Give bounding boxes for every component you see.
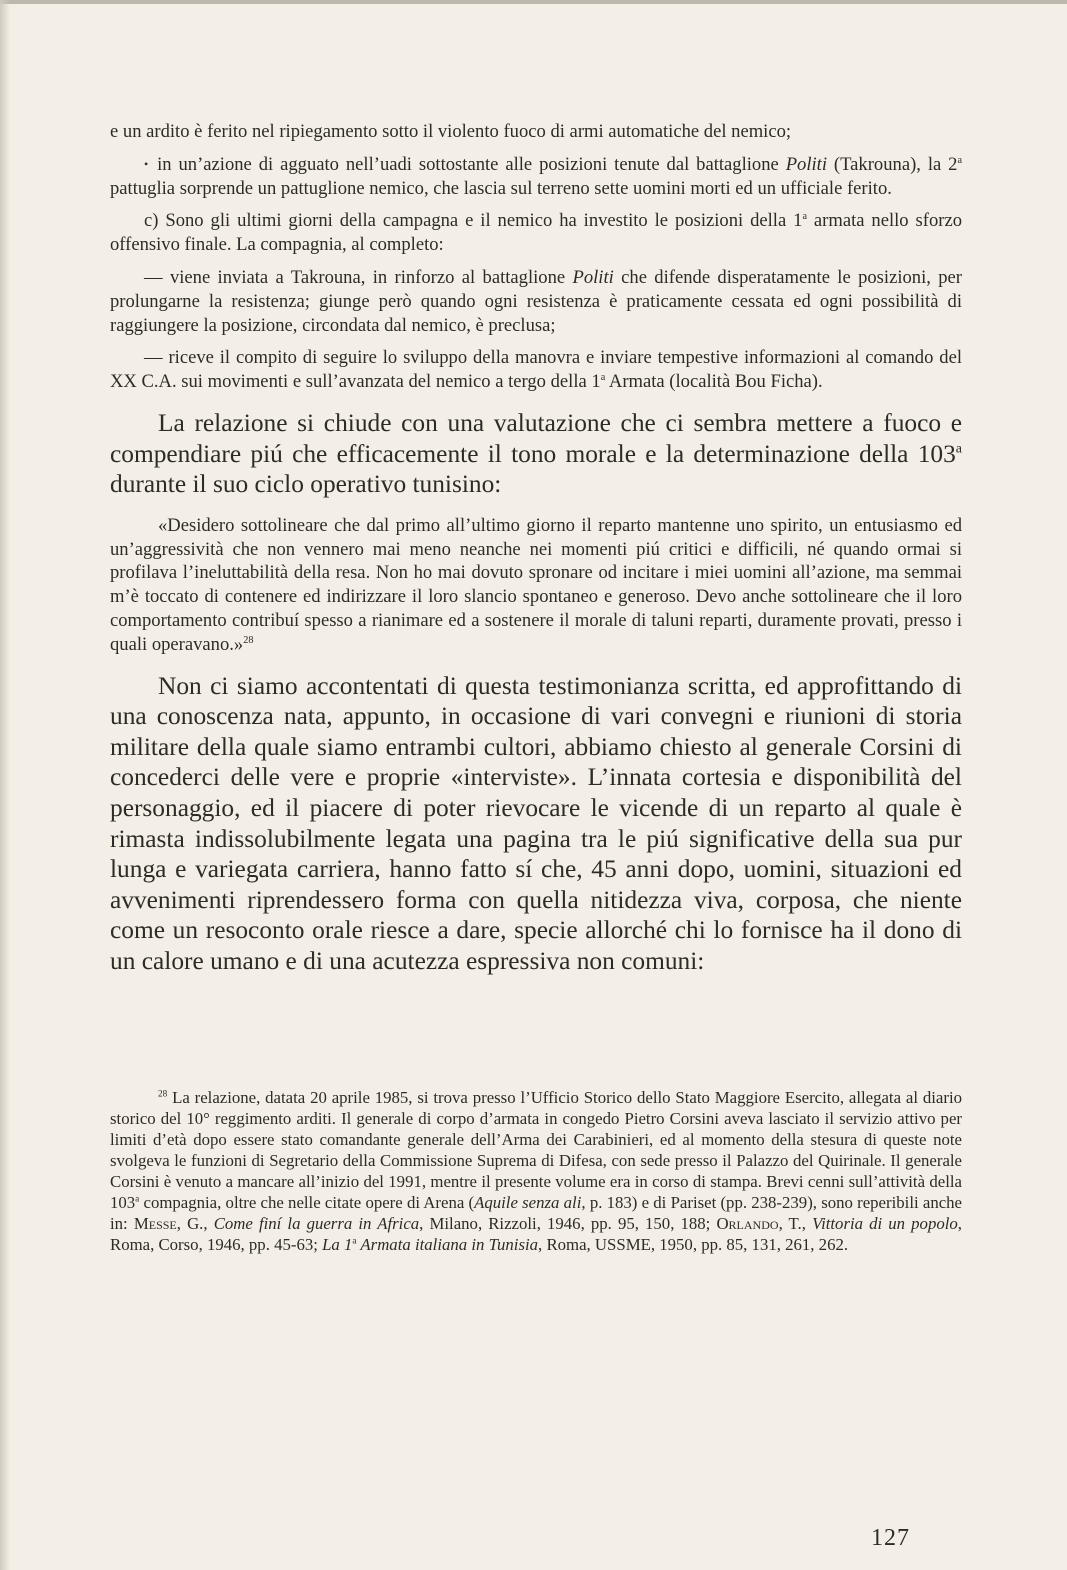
bullet-item: • in un’azione di agguato nell’uadi sottostante alle posizioni tenute dal battaglione Politi (Takrouna), la 2$^a$ pattuglia sorprende un pattuglione nemico, che lascia sul terreno sette uomini morti ed un ufficiale ferito. — [110, 153, 963, 199]
page-number: 127 — [871, 1525, 910, 1551]
book-spine-shadow — [0, 0, 10, 1570]
dash-item-informazioni: — riceve il compito di seguire lo sviluppo della manovra e inviare tempestive informazioni al comando del XX C.A. sui movimenti e sull’avanzata del nemico a tergo della 1$^a$ Armata (località Bou Ficha). — [110, 347, 962, 393]
paragraph-interviste: Non ci siamo accontentati di questa testimonianza scritta, ed approfittando di una conoscenza nata, appunto, in occasione di vari convegni e riunioni di storia militare della quale siamo entrambi cultori, abbiamo chiesto al generale Corsini di concederci delle vere e proprie «interviste». L’innata cortesia e disponibilità del personaggio, ed il piacere di poter rievocare le vicende di un reparto al quale è rimasta indissolubilmente legata una pagina tra le piú significative della sua pur lunga e variegata carriera, hanno fatto sí che, 45 anni dopo, uomini, situazioni ed avvenimenti riprendessero forma con quella nitidezza viva, corposa, che niente come un resoconto orale riesce a dare, specie allorché chi lo fornisce ha il dono di un calore umano e di una acutezza espressiva non comuni: — [110, 671, 962, 975]
footnote-reference: 28 — [243, 634, 254, 646]
footnote-number: 28 — [158, 1088, 168, 1099]
dash-item-takrouna: — viene inviata a Takrouna, in rinforzo al battaglione Politi che difende disperatamente le posizioni, per prolungarne la resistenza; giunge però quando ogni resistenza è praticamente cessata ed ogni possibilità di raggiungere la posizione, circondata dal nemico, è preclusa; — [110, 266, 962, 336]
footnote: $^{28}$ La relazione, datata 20 aprile 1985, si trova presso l’Ufficio Storico dello Stato Maggiore Esercito, allegata al diario storico del 10° reggimento arditi. Il generale di corpo d’armata in congedo Pietro Corsini aveva lasciato il servizio attivo per limiti d’età dopo essere stato comandante generale dell’Arma dei Carabinieri, ed al momento della stesura di queste note svolgeva le funzioni di Segretario della Commissione Suprema di Difesa, con sede presso il Palazzo del Quirinale. Il generale Corsini è venuto a mancare all’inizio del 1991, mentre il presente volume era in corso di stampa. Brevi cenni sull’attività della 103$^a$ compagnia, oltre che nelle citate opere di Arena (Aquile senza ali, p. 183) e di Pariset (pp. 238-239), sono reperibili anche in: Messe, G., Come finí la guerra in Africa, Milano, Rizzoli, 1946, pp. 95, 150, 188; Orlando, T., Vittoria di un popolo, Roma, Corso, 1946, pp. 45-63; La 1$^a$ Armata italiana in Tunisia, Roma, USSME, 1950, pp. 85, 131, 261, 262. — [110, 1088, 962, 1254]
page-body — [110, 120, 962, 1256]
paragraph-relazione: La relazione si chiude con una valutazione che ci sembra mettere a fuoco e compendiare piú che efficacemente il tono morale e la determinazione della 103$^a$ durante il suo ciclo operativo tunisino: — [110, 408, 962, 499]
paragraph-section-c: c) Sono gli ultimi giorni della campagna e il nemico ha investito le posizioni della 1$^a$ armata nello sforzo offensivo finale. La compagnia, al completo: — [110, 210, 962, 256]
block-quote: «Desidero sottolineare che dal primo all’ultimo giorno il reparto mantenne uno spirito, un entusiasmo ed un’aggressività che non vennero mai meno neanche nei momenti piú critici e difficili, né quando ormai si profilava l’ineluttabilità della resa. Non ho mai dovuto spronare od incitare i miei uomini all’azione, ma semmai m’è toccato di contenere ed indirizzare il loro slancio spontaneo e generoso. Devo anche sottolineare che il loro comportamento contribuí spesso a rianimare ed a sostenere il morale di taluni reparti, duramente provati, presso i quali operavano.»$^{28}$ — [110, 514, 962, 655]
page-top-edge — [0, 0, 1067, 4]
bullet-mark: • — [144, 156, 149, 171]
paragraph-continuation: e un ardito è ferito nel ripiegamento sotto il violento fuoco di armi automatiche del nemico; — [110, 121, 792, 142]
